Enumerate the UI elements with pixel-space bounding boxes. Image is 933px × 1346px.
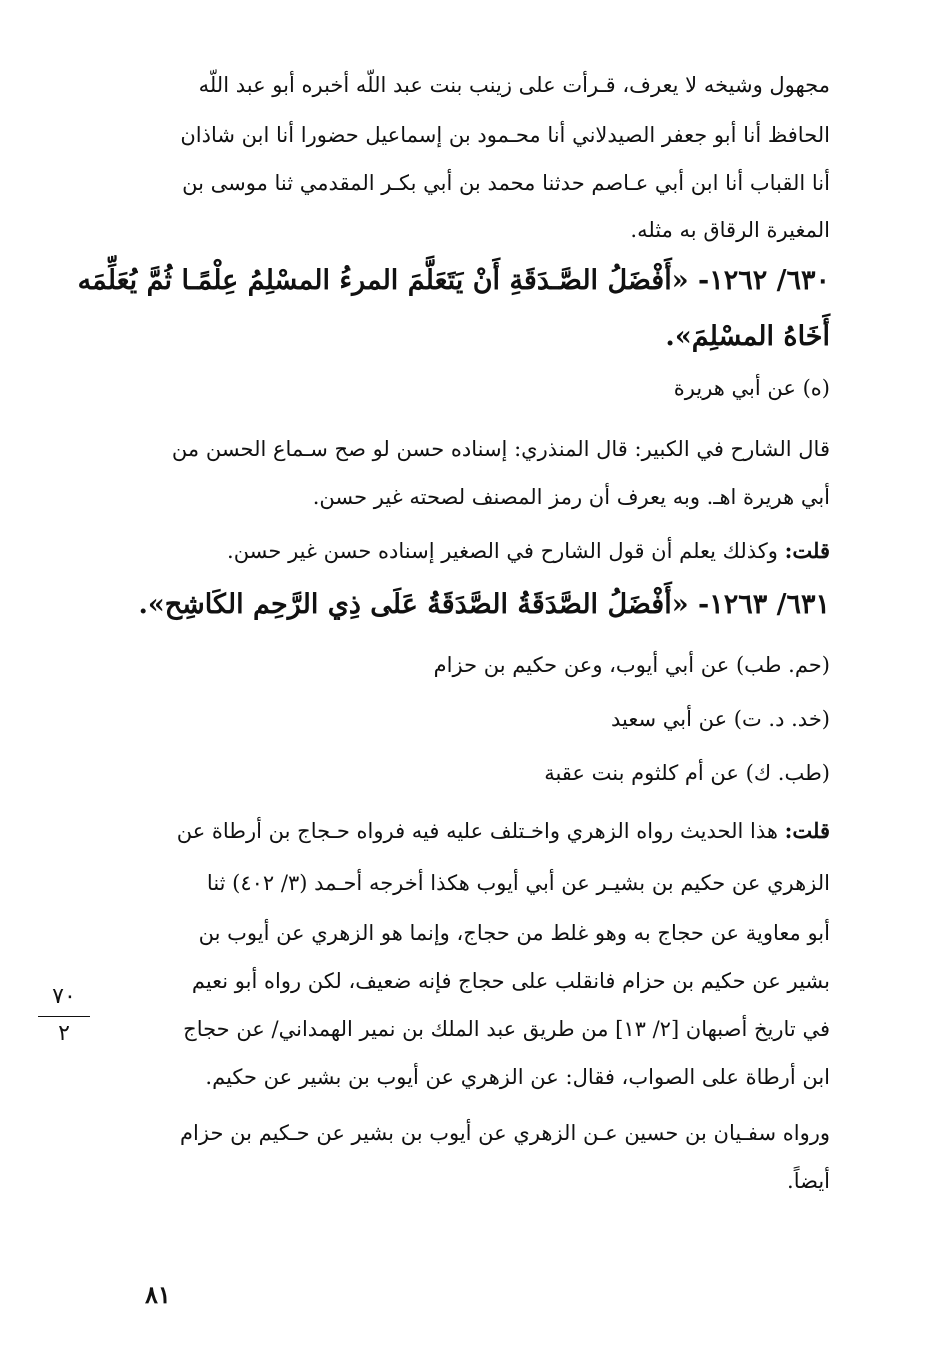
- text-line: أبي هريرة اهـ. وبه يعرف أن رمز المصنف لصحته غير حسن.: [312, 485, 830, 509]
- margin-note-top: ٧٠: [52, 984, 76, 1009]
- qalat-paragraph-1: [103, 536, 830, 566]
- hadith-630: ٦٣٠/ ١٢٦٢- «أَفْضَلُ الصَّـدَقَةِ أَنْ يَتَعَلَّمَ المرءُ المسْلِمُ عِلْمًـا ثُمَّ يُعَلِّمَه: [77, 265, 830, 296]
- hadith-630-cont: أَخَاهُ المسْلِمَ».: [665, 321, 830, 352]
- hadith-source: (خد. د. ت) عن أبي سعيد: [610, 707, 830, 731]
- qalat-label: قلت:: [784, 818, 830, 843]
- text-line: أبو معاوية عن حجاج به وهو غلط من حجاج، وإنما هو الزهري عن أيوب بن: [198, 921, 830, 945]
- text-line: وكذلك يعلم أن قول الشارح في الصغير إسناده حسن غير حسن.: [227, 539, 778, 563]
- text-line: في تاريخ أصبهان [٢/ ١٣] من طريق عبد الملك بن نمير الهمداني/ عن حجاج: [183, 1017, 830, 1041]
- hadith-source: (طب. ك) عن أم كلثوم بنت عقبة: [544, 761, 830, 785]
- text-line: أنا القباب أنا ابن أبي عـاصم حدثنا محمد بن أبي بكـر المقدمي ثنا موسى بن: [182, 171, 830, 195]
- page-number: ٨١: [145, 1280, 171, 1309]
- margin-note-bottom: ٢: [58, 1021, 70, 1046]
- hadith-source: (حم. طب) عن أبي أيوب، وعن حكيم بن حزام: [433, 653, 830, 677]
- text-line: ورواه سفـيان بن حسين عـن الزهري عن أيوب بن بشير عن حـكيم بن حزام: [180, 1121, 830, 1145]
- text-line: قال الشارح في الكبير: قال المنذري: إسناده حسن لو صح سـماع الحسن من: [171, 437, 830, 461]
- text-line: مجهول وشيخه لا يعرف، قـرأت على زينب بنت عبد اللّه أخبره أبو عبد اللّه: [198, 73, 830, 97]
- qalat-paragraph-2: [103, 816, 830, 846]
- text-line: أيضاً.: [787, 1169, 830, 1193]
- text-line: هذا الحديث رواه الزهري واخـتلف عليه فيه فرواه حـجاج بن أرطاة عن: [176, 819, 778, 843]
- qalat-label: قلت:: [784, 538, 830, 563]
- text-line: الحافظ أنا أبو جعفر الصيدلاني أنا محـمود بن إسماعيل حضورا أنا ابن شاذان: [180, 123, 830, 147]
- hadith-631: ٦٣١/ ١٢٦٣- «أَفْضَلُ الصَّدَقَةُ الصَّدَقَةُ عَلَى ذِي الرَّحِم الكَاشِح».: [138, 589, 830, 620]
- text-line: الزهري عن حكيم بن بشيـر عن أبي أيوب هكذا أخرجه أحـمد (٣/ ٤٠٢) ثنا: [206, 871, 830, 895]
- margin-note: [38, 984, 90, 1047]
- margin-note-rule: [38, 1016, 90, 1017]
- hadith-source: (ه) عن أبي هريرة: [673, 376, 830, 400]
- text-line: بشير عن حكيم بن حزام فانقلب على حجاج فإنه ضعيف، لكن رواه أبو نعيم: [191, 969, 830, 993]
- text-line: ابن أرطاة على الصواب، فقال: عن الزهري عن أيوب بن بشير عن حكيم.: [205, 1065, 830, 1089]
- text-line: المغيرة الرقاق به مثله.: [630, 218, 830, 242]
